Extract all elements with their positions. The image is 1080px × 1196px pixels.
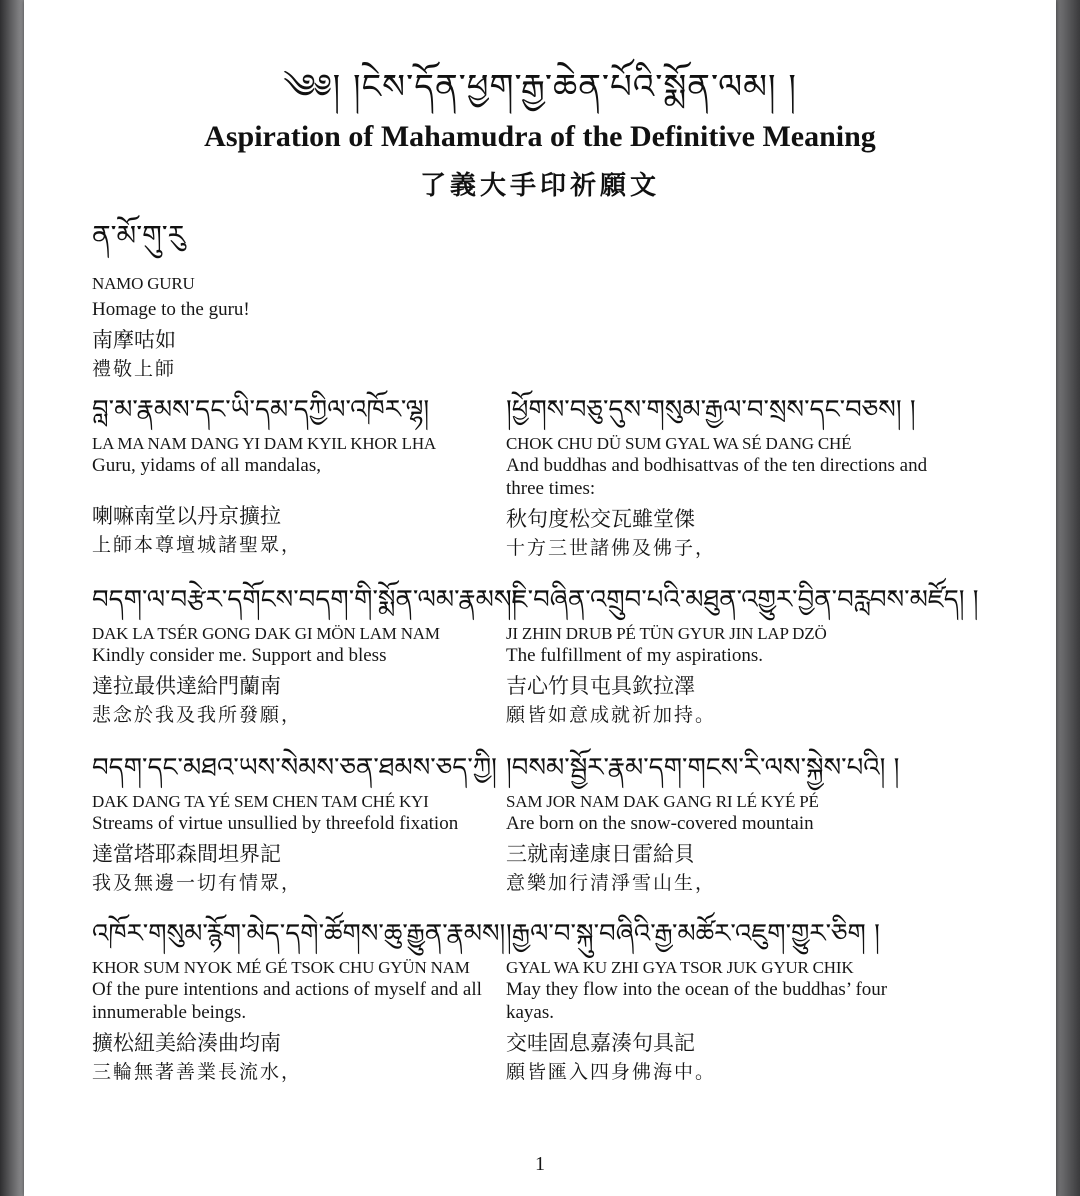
stanza-transliteration: JI ZHIN DRUB PÉ TÜN GYUR JIN LAP DZÖ (506, 624, 827, 643)
stanza-transliteration: KHOR SUM NYOK MÉ GÉ TSOK CHU GYÜN NAM (92, 958, 470, 977)
stanza-tibetan: བླ་མ་རྣམས་དང་ཡི་དམ་དཀྱིལ་འཁོར་ལྷ། (92, 395, 430, 425)
stanza-6 (506, 750, 946, 897)
stanza-tibetan: བདག་ལ་བརྩེར་དགོངས་བདག་གི་སྨོན་ལམ་རྣམས། (92, 585, 518, 615)
stanza-english: And buddhas and bodhisattvas of the ten directions and three times: (506, 455, 928, 499)
intro-chinese-phonetic: 南摩咕如 (92, 328, 176, 352)
stanza-chinese-phonetic: 喇嘛南堂以丹京擴拉 (92, 504, 281, 528)
stanza-3 (92, 582, 532, 729)
stanza-english: Kindly consider me. Support and bless (92, 645, 387, 666)
stanza-7 (92, 916, 532, 1086)
stanza-chinese-translation: 我及無邊一切有情眾， (92, 872, 303, 894)
stanza-chinese-translation: 十方三世諸佛及佛子， (506, 537, 717, 559)
stanza-8 (506, 916, 946, 1086)
intro-english: Homage to the guru! (92, 299, 250, 320)
stanza-chinese-phonetic: 達拉最供達給門蘭南 (92, 674, 281, 698)
page-number: 1 (535, 1153, 545, 1175)
intro-transliteration: NAMO GURU (92, 274, 195, 293)
stanza-chinese-phonetic: 三就南達康日雷給貝 (506, 842, 695, 866)
stanza-tibetan: །ཇི་བཞིན་འགྲུབ་པའི་མཐུན་འགྱུར་བྱིན་བརླབས་མཛོད། ། (506, 585, 979, 615)
stanza-tibetan: །བསམ་སྦྱོར་རྣམ་དག་གངས་རི་ལས་སྐྱེས་པའི། ། (506, 753, 900, 783)
stanza-chinese-translation: 悲念於我及我所發願， (92, 704, 303, 726)
stanza-tibetan: བདག་དང་མཐའ་ཡས་སེམས་ཅན་ཐམས་ཅད་ཀྱི། (92, 753, 497, 783)
stanza-english: Of the pure intentions and actions of myself and all innumerable beings. (92, 979, 482, 1023)
stanza-chinese-phonetic: 秋句度松交瓦雖堂傑 (506, 507, 695, 531)
stanza-chinese-translation: 意樂加行清淨雪山生， (506, 872, 717, 894)
stanza-english: Streams of virtue unsullied by threefold fixation (92, 813, 459, 834)
stanza-chinese-phonetic: 交哇固息嘉湊句具記 (506, 1031, 695, 1055)
stanza-2 (506, 392, 946, 562)
stanza-1 (92, 392, 532, 559)
document-page (24, 0, 1056, 1196)
stanza-transliteration: SAM JOR NAM DAK GANG RI LÉ KYÉ PÉ (506, 792, 819, 811)
stanza-tibetan: འཁོར་གསུམ་རྙོག་མེད་དགེ་ཚོགས་ཆུ་རྒྱུན་རྣམས། (92, 919, 506, 949)
stanza-transliteration: DAK DANG TA YÉ SEM CHEN TAM CHÉ KYI (92, 792, 429, 811)
intro-chinese-translation: 禮敬上師 (92, 358, 177, 380)
stanza-english: Guru, yidams of all mandalas, (92, 455, 322, 476)
stanza-tibetan: །ཕྱོགས་བཅུ་དུས་གསུམ་རྒྱལ་བ་སྲས་དང་བཅས། ། (506, 395, 916, 425)
intro-tibetan: ན་མོ་གུ་རུ (92, 219, 186, 252)
stanza-tibetan: །རྒྱལ་བ་སྐུ་བཞིའི་རྒྱ་མཚོར་འཇུག་གྱུར་ཅིག ། (506, 919, 880, 949)
stanza-chinese-phonetic: 達當塔耶森間坦界記 (92, 842, 281, 866)
title-tibetan: ༄༅། །ངེས་དོན་ཕྱག་རྒྱ་ཆེན་པོའི་སྨོན་ལམ། ། (283, 67, 797, 107)
stanza-chinese-translation: 三輪無著善業長流水， (92, 1061, 303, 1083)
stanza-chinese-phonetic: 擴松紐美給湊曲均南 (92, 1031, 281, 1055)
stanza-transliteration: DAK LA TSÉR GONG DAK GI MÖN LAM NAM (92, 624, 440, 643)
stanza-transliteration: GYAL WA KU ZHI GYA TSOR JUK GYUR CHIK (506, 958, 854, 977)
stanza-5 (92, 750, 532, 897)
intro-homage (92, 218, 512, 383)
stanza-4 (506, 582, 979, 729)
stanza-transliteration: CHOK CHU DÜ SUM GYAL WA SÉ DANG CHÉ (506, 434, 852, 453)
stanza-english: Are born on the snow-covered mountain (506, 813, 814, 834)
title-chinese: 了義大手印祈願文 (419, 171, 660, 201)
title-english: Aspiration of Mahamudra of the Definitive Meaning (204, 120, 876, 153)
stanza-chinese-translation: 願皆如意成就祈加持。 (506, 704, 717, 726)
stanza-english: May they flow into the ocean of the buddhas’ four kayas. (506, 979, 888, 1023)
stanza-english: The fulfillment of my aspirations. (506, 645, 763, 666)
stanza-transliteration: LA MA NAM DANG YI DAM KYIL KHOR LHA (92, 434, 437, 453)
stanza-chinese-translation: 上師本尊壇城諸聖眾， (92, 534, 303, 556)
stanza-chinese-phonetic: 吉心竹貝屯具欽拉澤 (506, 674, 695, 698)
stanza-chinese-translation: 願皆匯入四身佛海中。 (506, 1061, 717, 1083)
